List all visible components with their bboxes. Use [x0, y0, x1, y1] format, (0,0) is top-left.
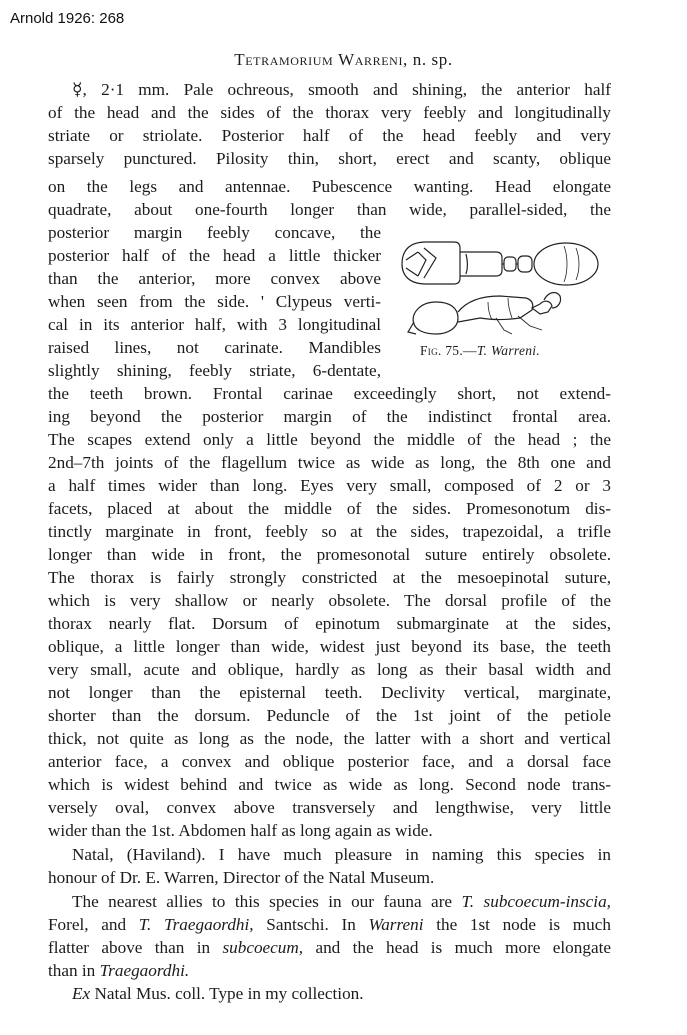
body-line: slightly shining, feebly striate, 6-dentate, [48, 361, 381, 380]
body-line: thorax nearly flat. Dorsum of epinotum submarginate at the sides, [48, 614, 611, 633]
body-line: tinctly marginate in front, feebly so at the sides, trapezoidal, a trifle [48, 522, 611, 541]
body-line: not longer than the episternal teeth. Declivity vertical, marginate, [48, 683, 611, 702]
body-line: shorter than the dorsum. Peduncle of the 1st joint of the petiole [48, 706, 611, 725]
body-line: oblique, a little longer than wide, widest just beyond its base, the teeth [48, 637, 611, 656]
body-line: which is very shallow or nearly obsolete. The dorsal profile of the [48, 591, 611, 610]
body-line: flatter above than in subcoecum, and the head is much more elongate [48, 938, 611, 957]
body-line: facets, placed at about the middle of the sides. Promesonotum dis- [48, 499, 611, 518]
lateral-view [408, 293, 561, 334]
body-line: posterior margin feebly concave, the [48, 223, 381, 242]
dorsal-view [402, 242, 598, 285]
body-line: than the anterior, more convex above [48, 269, 381, 288]
title-species: Warreni [338, 50, 404, 69]
petiole-node-2 [518, 256, 532, 272]
thorax-suture [466, 254, 468, 274]
body-line: raised lines, not carinate. Mandibles [48, 338, 381, 357]
body-line: when seen from the side. ' Clypeus verti- [48, 292, 381, 311]
body-line: ☿, 2·1 mm. Pale ochreous, smooth and shining, the anterior half [72, 80, 611, 99]
body-line: than in Traegaordhi. [48, 961, 190, 980]
body-line: quadrate, about one-fourth longer than wide, parallel-sided, the [48, 200, 611, 219]
species-title [0, 50, 687, 70]
body-line: sparsely punctured. Pilosity thin, short, erect and scanty, oblique [48, 149, 611, 168]
caption-fig-label: Fig. 75.— [420, 343, 477, 358]
body-line: on the legs and antennae. Pubescence wanting. Head elongate [48, 177, 611, 196]
caption-species: T. Warreni. [476, 343, 541, 358]
body-line: longer than wide in front, the promesonotal suture entirely obsolete. [48, 545, 611, 564]
figure-caption [420, 343, 540, 359]
lateral-mandible [408, 322, 416, 334]
head-outline [402, 242, 460, 284]
mandible-lines [406, 252, 426, 276]
body-line: which is widest behind and twice as wide as long. Second node trans- [48, 775, 611, 794]
body-line: The scapes extend only a little beyond the middle of the head ; the [48, 430, 611, 449]
body-line: posterior half of the head a little thicker [48, 246, 381, 265]
body-line: wider than the 1st. Abdomen half as long again as wide. [48, 821, 433, 840]
body-line: striate or striolate. Posterior half of the head feebly and very [48, 126, 611, 145]
body-line: Ex Natal Mus. coll. Type in my collection. [72, 984, 364, 1003]
body-line: cal in its anterior half, with 3 longitudinal [48, 315, 381, 334]
body-line: Natal, (Haviland). I have much pleasure in naming this species in [72, 845, 611, 864]
body-line: versely oval, convex above transversely and lengthwise, very little [48, 798, 611, 817]
gaster-segments [564, 246, 579, 282]
gaster-outline [534, 243, 598, 285]
body-line: The nearest allies to this species in our fauna are T. subcoecum-inscia, [72, 892, 611, 911]
body-line: The thorax is fairly strongly constricted at the mesoepinotal suture, [48, 568, 611, 587]
body-line: thick, not quite as long as the node, the latter with a short and vertical [48, 729, 611, 748]
body-line: 2nd–7th joints of the flagellum twice as wide as long, the 8th one and [48, 453, 611, 472]
title-genus: Tetramorium [234, 50, 334, 69]
source-citation: Arnold 1926: 268 [10, 10, 125, 27]
clypeus-line [424, 248, 436, 278]
body-line: ing beyond the posterior margin of the indistinct frontal area. [48, 407, 611, 426]
body-line: anterior face, a convex and oblique posterior face, and a dorsal face [48, 752, 611, 771]
lateral-thorax-sutures [488, 298, 512, 320]
lateral-petiole [532, 301, 552, 314]
ant-figure [396, 230, 611, 350]
body-line: a half times wider than long. Eyes very small, composed of 2 or 3 [48, 476, 611, 495]
title-suffix: , n. sp. [403, 50, 453, 69]
petiole-node-1 [504, 257, 516, 271]
body-line: Forel, and T. Traegaordhi, Santschi. In Warreni the 1st node is much [48, 915, 611, 934]
body-line: of the head and the sides of the thorax very feebly and longitudinally [48, 103, 611, 122]
lateral-head-outline [413, 302, 458, 334]
body-line: honour of Dr. E. Warren, Director of the Natal Museum. [48, 868, 435, 887]
body-line: the teeth brown. Frontal carinae exceedingly short, not extend- [48, 384, 611, 403]
body-line: very small, acute and oblique, hardly as long as their basal width and [48, 660, 611, 679]
lateral-thorax-outline [458, 296, 533, 322]
